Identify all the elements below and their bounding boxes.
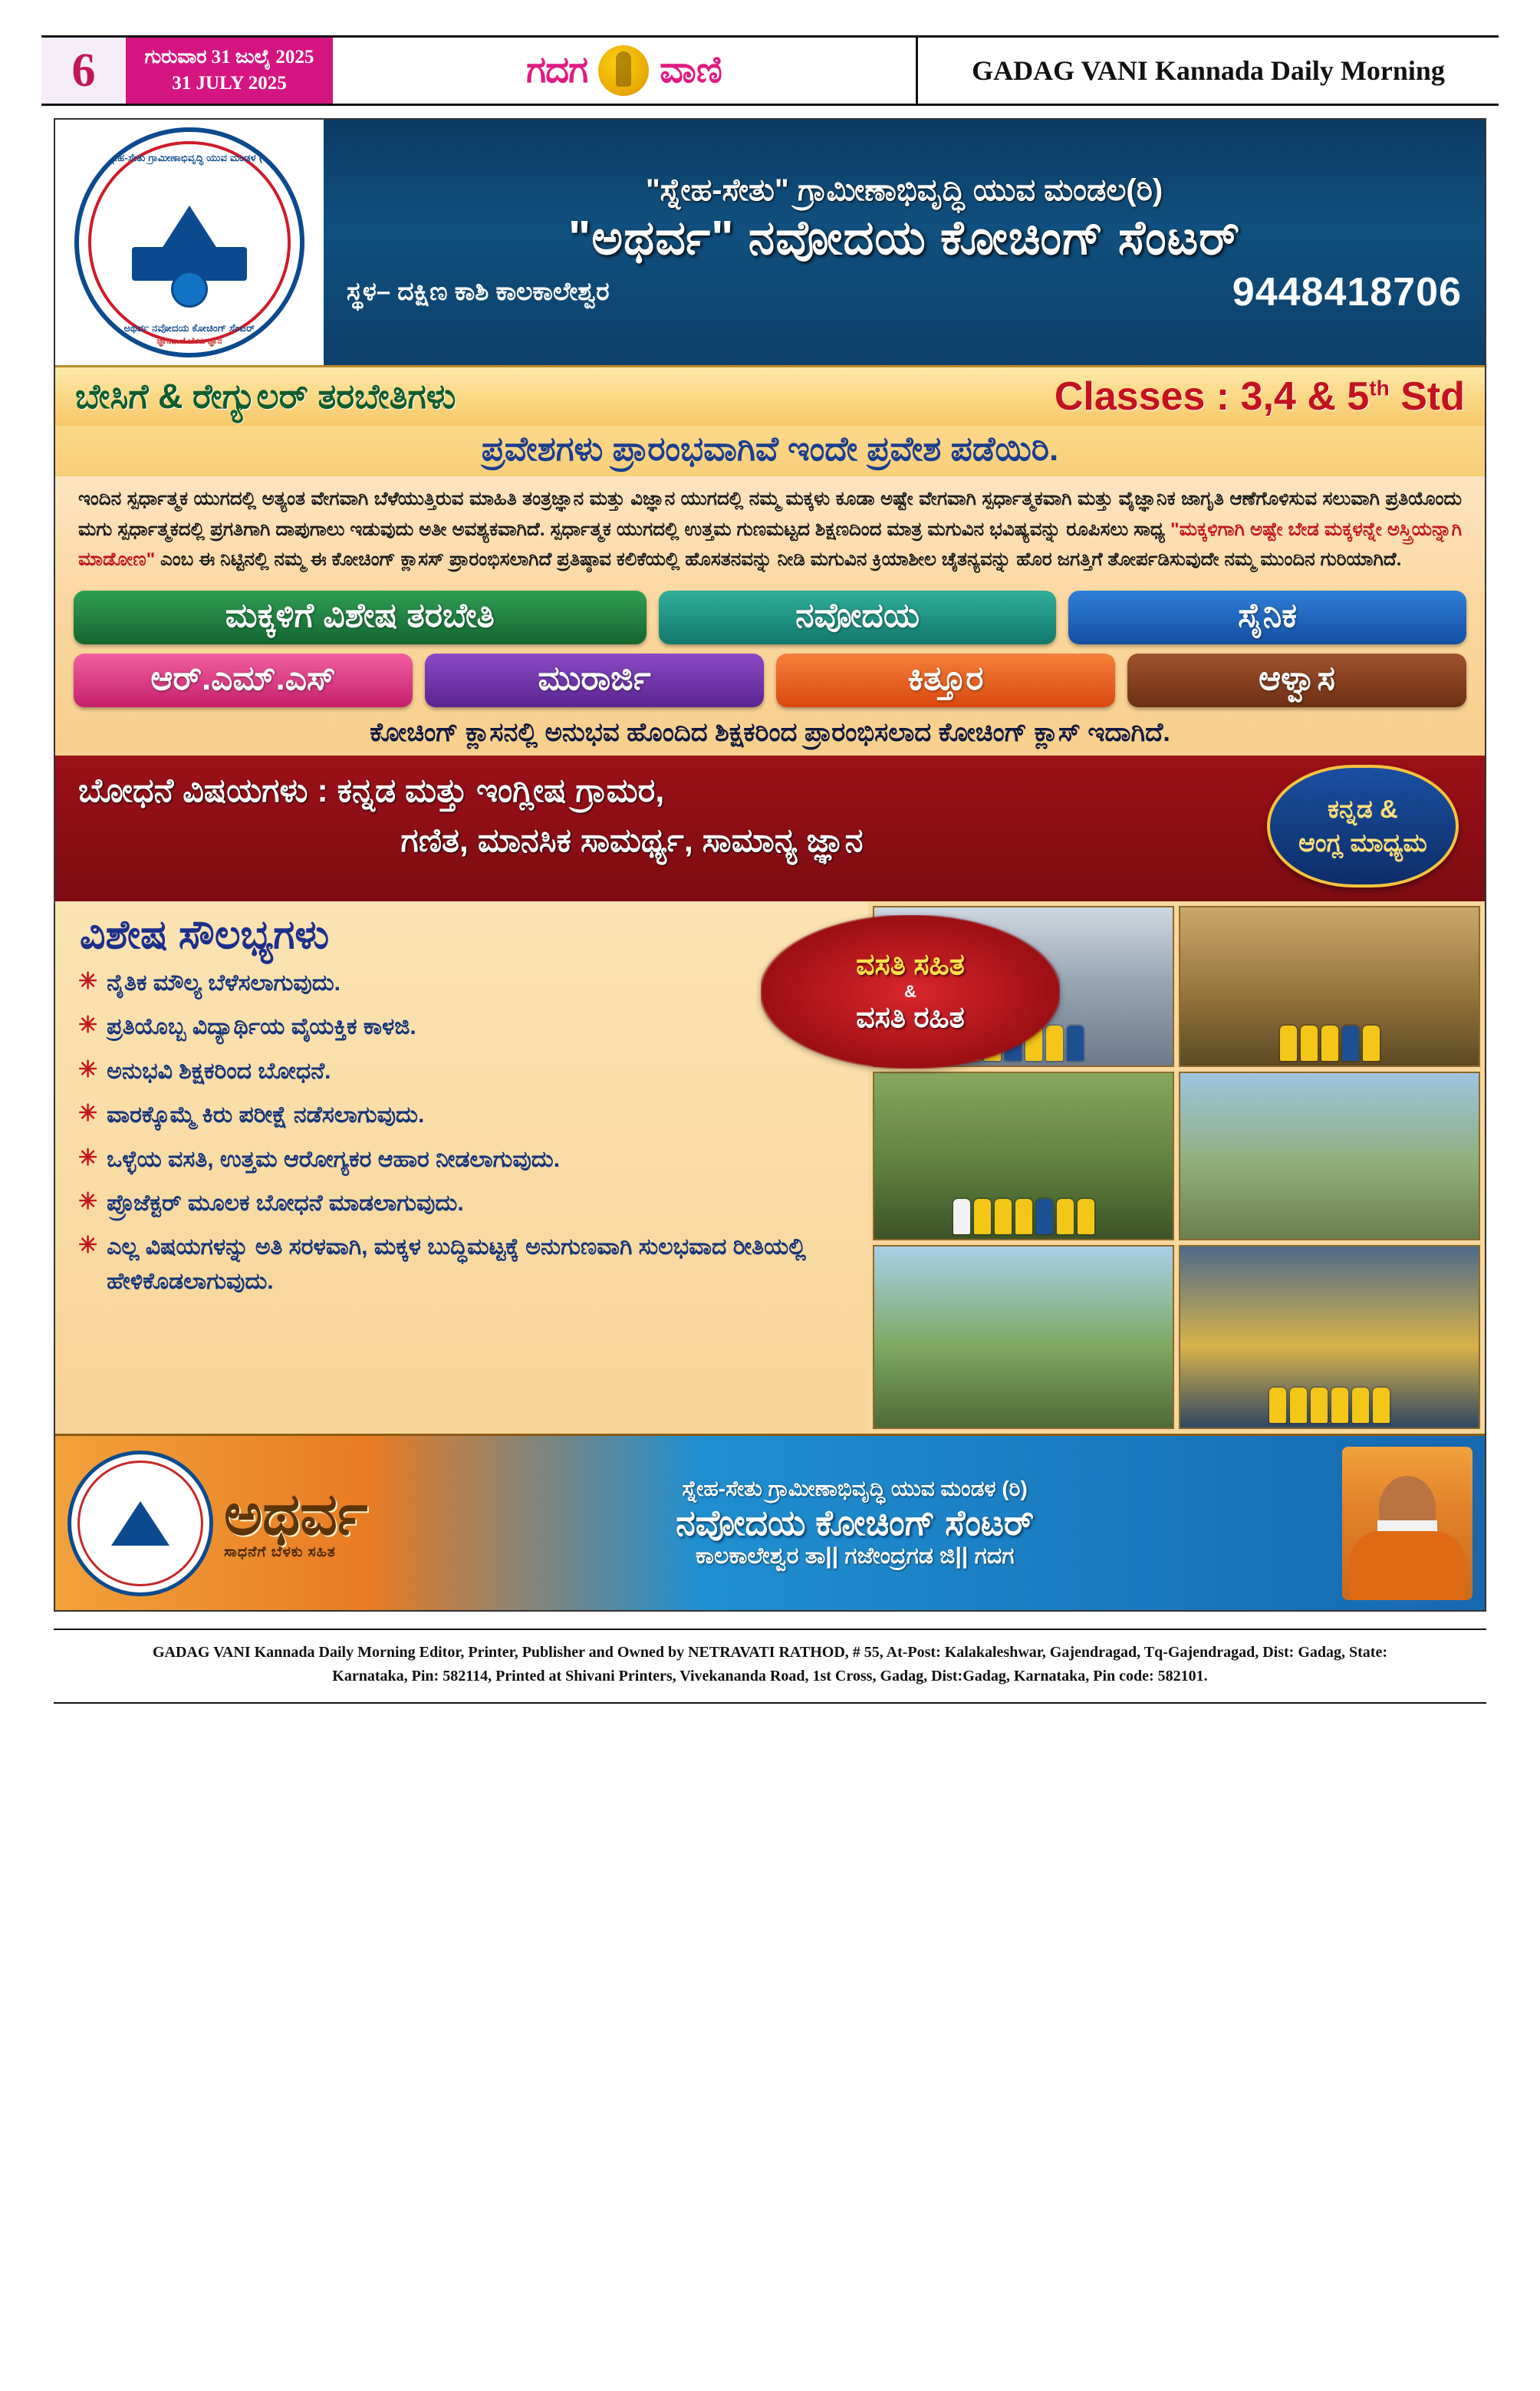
classes-prefix: Classes : 3,4 & 5 — [1054, 374, 1370, 419]
paragraph-part-1: ಇಂದಿನ ಸ್ಪರ್ಧಾತ್ಮಕ ಯುಗದಲ್ಲಿ ಅತ್ಯಂತ ವೇಗವಾಗಿ ಬೆಳೆಯುತ್ತಿರುವ ಮಾಹಿತಿ ತಂತ್ರಜ್ಞಾನ ಮತ್ತು ವಿಜ್ಞಾನ ಯುಗದಲ್ಲಿ ನಮ್ಮ ಮಕ್ಕಳು ಕೂಡಾ ಅಷ್ಟೇ ವೇಗವಾಗಿ ಸ್ಪರ್ಧಾತ್ಮಕವಾಗಿ ಮತ್ತು ವೈಜ್ಞಾನಿಕ ಜಾಗೃತಿ ಆಣೆಗೊಳಿಸುವ ಸಲುವಾಗಿ ಪ್ರತಿಯೊಂದು ಮಗು ಸ್ಪರ್ಧಾತ್ಮಕದಲ್ಲಿ ಪ್ರಗತಿಗಾಗಿ ದಾಪುಗಾಲು ಇಡುವುದು ಅತೀ ಅವಶ್ಯಕವಾಗಿದೆ. ಸ್ಪರ್ಧಾತ್ಮಕ ಯುಗದಲ್ಲಿ ಉತ್ತಮ ಗುಣಮಟ್ಟದ ಶಿಕ್ಷಣದಿಂದ ಮಾತ್ರ ಮಗುವಿನ ಭವಿಷ್ಯವನ್ನು ರೂಪಿಸಲು ಸಾಧ್ಯ — [78, 489, 1462, 540]
date-kannada: ಗುರುವಾರ 31 ಜುಲೈ 2025 — [144, 47, 314, 68]
hillside-photo — [873, 1245, 1174, 1429]
horse-emblem-icon — [598, 45, 649, 96]
students-row — [1180, 1388, 1479, 1423]
group-photo — [873, 1072, 1174, 1240]
students-row — [874, 1199, 1173, 1234]
student-figure — [1363, 1026, 1380, 1061]
institution-seal-icon — [74, 127, 304, 357]
student-figure — [1331, 1388, 1348, 1423]
page-number: 6 — [41, 38, 126, 104]
advertisement — [54, 118, 1486, 1612]
student-figure — [1057, 1199, 1074, 1234]
student-figure — [1078, 1199, 1094, 1234]
student-figure — [1269, 1388, 1286, 1423]
swamiji-portrait — [1342, 1447, 1473, 1600]
students-row — [1180, 1026, 1479, 1061]
facilities-and-photos — [55, 901, 1485, 1434]
bullet-star-icon: ✳ — [78, 1144, 98, 1171]
bottom-divider — [54, 1702, 1486, 1704]
center-name: "ಅಥರ್ವ" ನವೋದಯ ಕೋಚಿಂಗ್ ಸೆಂಟರ್ — [568, 211, 1241, 265]
list-item — [78, 1187, 854, 1220]
list-item — [78, 1098, 854, 1132]
subjects-line-2: ಗಣಿತ, ಮಾನಸಿಕ ಸಾಮರ್ಥ್ಯ, ಸಾಮಾನ್ಯ ಜ್ಞಾನ — [400, 822, 864, 859]
bullet-star-icon: ✳ — [78, 1101, 98, 1127]
place-and-phone-row — [342, 269, 1466, 315]
paragraph-part-2: ಎಂಬ ಈ ನಿಟ್ಟಿನಲ್ಲಿ ನಮ್ಮ ಈ ಕೋಚಿಂಗ್ ಕ್ಲಾಸಸ್ ಪ್ರಾರಂಭಿಸಲಾಗಿದೆ ಪ್ರತಿಷ್ಠಾವ ಕಲಿಕೆಯಲ್ಲಿ ಹೊಸತನವನ್ನು ನೀಡಿ ಮಗುವಿನ ಕ್ರಿಯಾಶೀಲ ಚೈತನ್ಯವನ್ನು ಹೊರ ಜಗತ್ತಿಗೆ ತೋರ್ಪಡಿಸುವುದೇ ನಮ್ಮ ಮುಂದಿನ ಗುರಿಯಾಗಿದೆ. — [160, 549, 1402, 571]
hostel-badge-line-1: ವಸತಿ ಸಹಿತ — [856, 949, 965, 982]
facilities-panel — [55, 901, 868, 1434]
bullet-star-icon: ✳ — [78, 1233, 98, 1259]
student-figure — [1290, 1388, 1307, 1423]
footer-location-line: ಕಾಲಕಾಲೇಶ್ವರ ತಾ|| ಗಜೇಂದ್ರಗಡ ಜಿ|| ಗದಗ — [695, 1543, 1015, 1569]
phone-number[interactable]: 9448418706 — [1232, 269, 1462, 315]
classes-text — [1055, 374, 1465, 420]
student-figure — [974, 1199, 991, 1234]
place-text: ಸ್ಥಳ– ದಕ್ಷಿಣ ಕಾಶಿ ಕಾಲಕಾಲೇಶ್ವರ — [347, 277, 610, 305]
footer-center-line: ನವೋದಯ ಕೋಚಿಂಗ್ ಸೆಂಟರ್ — [676, 1502, 1035, 1543]
students-group-photo — [1179, 1245, 1480, 1429]
medium-badge — [1267, 765, 1459, 888]
newspaper-logo — [333, 38, 916, 104]
facility-text: ಒಳ್ಳೆಯ ವಸತಿ, ಉತ್ತಮ ಆರೋಗ್ಯಕರ ಆಹಾರ ನೀಡಲಾಗುವುದು. — [107, 1146, 561, 1172]
medium-badge-line-2: ಆಂಗ್ಲ ಮಾಧ್ಯಮ — [1298, 828, 1427, 858]
seal-bottom-text: ಅಥರ್ವ ನವೋದಯ ಕೋಚಿಂಗ್ ಸೆಂಟರ್ — [123, 322, 255, 334]
student-figure — [1373, 1388, 1390, 1423]
bullet-star-icon: ✳ — [78, 1013, 98, 1039]
ad-logo-box — [55, 120, 324, 365]
student-figure — [1321, 1026, 1338, 1061]
seal-top-text: ಸ್ನೇಹ-ಸೇತು ಗ್ರಾಮೀಣಾಭಿವೃದ್ಧಿ ಯುವ ಮಂಡಳ (ರಿ) — [107, 152, 271, 163]
ad-header-text — [324, 120, 1485, 365]
pill-rms[interactable]: ಆರ್.ಎಮ್.ಎಸ್ — [74, 654, 413, 707]
footer-brand-name: ಅಥರ್ವ — [224, 1481, 368, 1547]
training-types-text: ಬೇಸಿಗೆ & ರೇಗ್ಯುಲರ್ ತರಬೇತಿಗಳು — [75, 376, 456, 416]
exam-categories — [55, 586, 1485, 756]
imprint-line-2: Karnataka, Pin: 582114, Printed at Shivani Printers, Vivekananda Road, 1st Cross, Gadag, Dist:Gadag, Karnataka, Pin code: 582101. — [332, 1668, 1208, 1685]
subjects-band — [55, 756, 1485, 901]
student-figure — [953, 1199, 970, 1234]
admission-line: ಪ್ರವೇಶಗಳು ಪ್ರಾರಂಭವಾಗಿವೆ ಇಂದೇ ಪ್ರವೇಶ ಪಡೆಯಿರಿ. — [55, 426, 1485, 476]
bullet-star-icon: ✳ — [78, 1189, 98, 1215]
pill-morarji[interactable]: ಮುರಾರ್ಜಿ — [425, 654, 764, 707]
hostel-badge-line-2: ವಸತಿ ರಹಿತ — [856, 1002, 965, 1035]
subjects-line-1: ಬೋಧನೆ ವಿಷಯಗಳು : ಕನ್ನಡ ಮತ್ತು ಇಂಗ್ಲೀಷ ಗ್ರಾಮರ, — [78, 772, 665, 810]
classes-superscript: th — [1369, 376, 1390, 400]
hostel-badge-amp: & — [904, 982, 916, 1002]
photo-collage — [856, 901, 1485, 1434]
classes-suffix: Std — [1389, 374, 1465, 419]
facility-text: ಪ್ರತಿಯೊಬ್ಬ ವಿದ್ಯಾರ್ಥಿಯ ವೈಯಕ್ತಿಕ ಕಾಳಜಿ. — [107, 1014, 416, 1040]
newspaper-page — [0, 35, 1540, 2391]
footer-org-line: ಸ್ನೇಹ-ಸೇತು ಗ್ರಾಮೀಣಾಭಿವೃದ್ಧಿ ಯುವ ಮಂಡಳ (ರಿ) — [682, 1476, 1028, 1500]
facility-text: ಪ್ರೊಜೆಕ್ಟರ್ ಮೂಲಕ ಬೋಧನೆ ಮಾಡಲಾಗುವುದು. — [107, 1191, 464, 1217]
ad-header-band — [55, 120, 1485, 365]
assembly-hall-photo — [1179, 906, 1480, 1067]
student-figure — [1352, 1388, 1369, 1423]
seal-globe-icon — [171, 271, 208, 308]
facility-text: ಅನುಭವಿ ಶಿಕ್ಷಕರಿಂದ ಬೋಧನೆ. — [107, 1058, 331, 1084]
student-figure — [1301, 1026, 1318, 1061]
student-figure — [1067, 1026, 1084, 1061]
pill-alvas[interactable]: ಆಳ್ವಾಸ — [1127, 654, 1466, 707]
list-item — [78, 967, 854, 1000]
list-item — [78, 1230, 854, 1299]
list-item — [78, 1010, 854, 1044]
facility-text: ವಾರಕ್ಕೊಮ್ಮೆ ಕಿರು ಪರೀಕ್ಷೆ ನಡೆಸಲಾಗುವುದು. — [107, 1102, 425, 1128]
facilities-list — [74, 967, 854, 1299]
facilities-title: ವಿಶೇಷ ಸೌಲಭ್ಯಗಳು — [80, 913, 330, 958]
pill-navodaya[interactable]: ನವೋದಯ — [659, 591, 1057, 644]
bullet-star-icon: ✳ — [78, 969, 98, 995]
student-figure — [995, 1199, 1012, 1234]
bullet-star-icon: ✳ — [78, 1056, 98, 1082]
masthead — [41, 35, 1499, 106]
exam-categories-row-2 — [74, 654, 1466, 707]
portrait-robe — [1350, 1531, 1465, 1600]
logo-text-vani: ವಾಣಿ — [660, 50, 722, 91]
footer-seal-rim — [77, 1461, 203, 1586]
list-item — [78, 1143, 854, 1177]
seal-bottom-text-2: ಜ್ಞಾನವಾಣಿ ಬೆಳಕು ಜ್ಞಾನ — [156, 337, 222, 346]
description-paragraph — [55, 476, 1485, 586]
footer-brand-tagline: ಸಾಧನೆಗೆ ಬೆಳಕು ಸಹಿತ — [224, 1543, 336, 1560]
pill-sainik[interactable]: ಸೈನಿಕ — [1068, 591, 1466, 644]
student-figure — [1342, 1026, 1359, 1061]
pills-note: ಕೋಚಿಂಗ್ ಕ್ಲಾಸನಲ್ಲಿ ಅನುಭವ ಹೊಂದಿದ ಶಿಕ್ಷಕರಿಂದ ಪ್ರಾರಂಭಿಸಲಾದ ಕೋಚಿಂಗ್ ಕ್ಲಾಸ್ ಇದಾಗಿದೆ. — [370, 718, 1170, 748]
classes-band — [55, 365, 1485, 426]
hostel-badge — [761, 915, 1060, 1069]
footer-brand — [224, 1481, 368, 1561]
ad-footer-band — [55, 1434, 1485, 1610]
masthead-title: GADAG VANI Kannada Daily Morning — [916, 38, 1499, 104]
paragraph-quote: "ಮಕ್ಕಳಿಗಾಗಿ ಅಷ್ಟೇ ಬೇಡ ಮಕ್ಕಳನ್ನೇ ಅಸ್ತ್ರಿಯನ್ನಾಗಿ ಮಾಡೋಣ" — [78, 519, 1463, 571]
pill-special-training[interactable]: ಮಕ್ಕಳಿಗೆ ವಿಶೇಷ ತರಬೇತಿ — [74, 591, 647, 644]
date-block — [126, 38, 333, 104]
list-item — [78, 1055, 854, 1088]
exam-categories-row-1 — [74, 591, 1466, 644]
student-figure — [1015, 1199, 1032, 1234]
student-figure — [1036, 1199, 1053, 1234]
subjects-text — [78, 766, 1462, 865]
date-english: 31 JULY 2025 — [172, 73, 287, 94]
footer-seal-icon — [67, 1451, 213, 1596]
facility-text: ನೈತಿಕ ಮೌಲ್ಯ ಬೆಳೆಸಲಾಗುವುದು. — [107, 970, 341, 996]
imprint-line-1: GADAG VANI Kannada Daily Morning Editor, Printer, Publisher and Owned by NETRAVATI RATHOD, # 55, At-Post: Kalakaleshwar, Gajendragad, Tq-Gajendragad, Dist: Gadag, State: — [152, 1644, 1388, 1662]
campus-road-photo — [1179, 1072, 1480, 1240]
footer-address-block — [378, 1477, 1331, 1569]
student-figure — [1280, 1026, 1297, 1061]
logo-text-gadag: ಗದಗ — [526, 50, 588, 91]
medium-badge-line-1: ಕನ್ನಡ & — [1328, 794, 1398, 823]
facility-text: ಎಲ್ಲ ವಿಷಯಗಳನ್ನು ಅತಿ ಸರಳವಾಗಿ, ಮಕ್ಕಳ ಬುದ್ಧಿಮಟ್ಟಕ್ಕೆ ಅನುಗುಣವಾಗಿ ಸುಲಭವಾದ ರೀತಿಯಲ್ಲಿ ಹೇಳಿಕೊಡಲಾಗುವುದು. — [107, 1234, 806, 1294]
org-name: "ಸ್ನೇಹ-ಸೇತು" ಗ್ರಾಮೀಣಾಭಿವೃದ್ಧಿ ಯುವ ಮಂಡಲ(ರಿ) — [645, 173, 1163, 207]
student-figure — [1311, 1388, 1328, 1423]
imprint — [54, 1629, 1486, 1688]
pill-kittur[interactable]: ಕಿತ್ತೂರ — [776, 654, 1115, 707]
